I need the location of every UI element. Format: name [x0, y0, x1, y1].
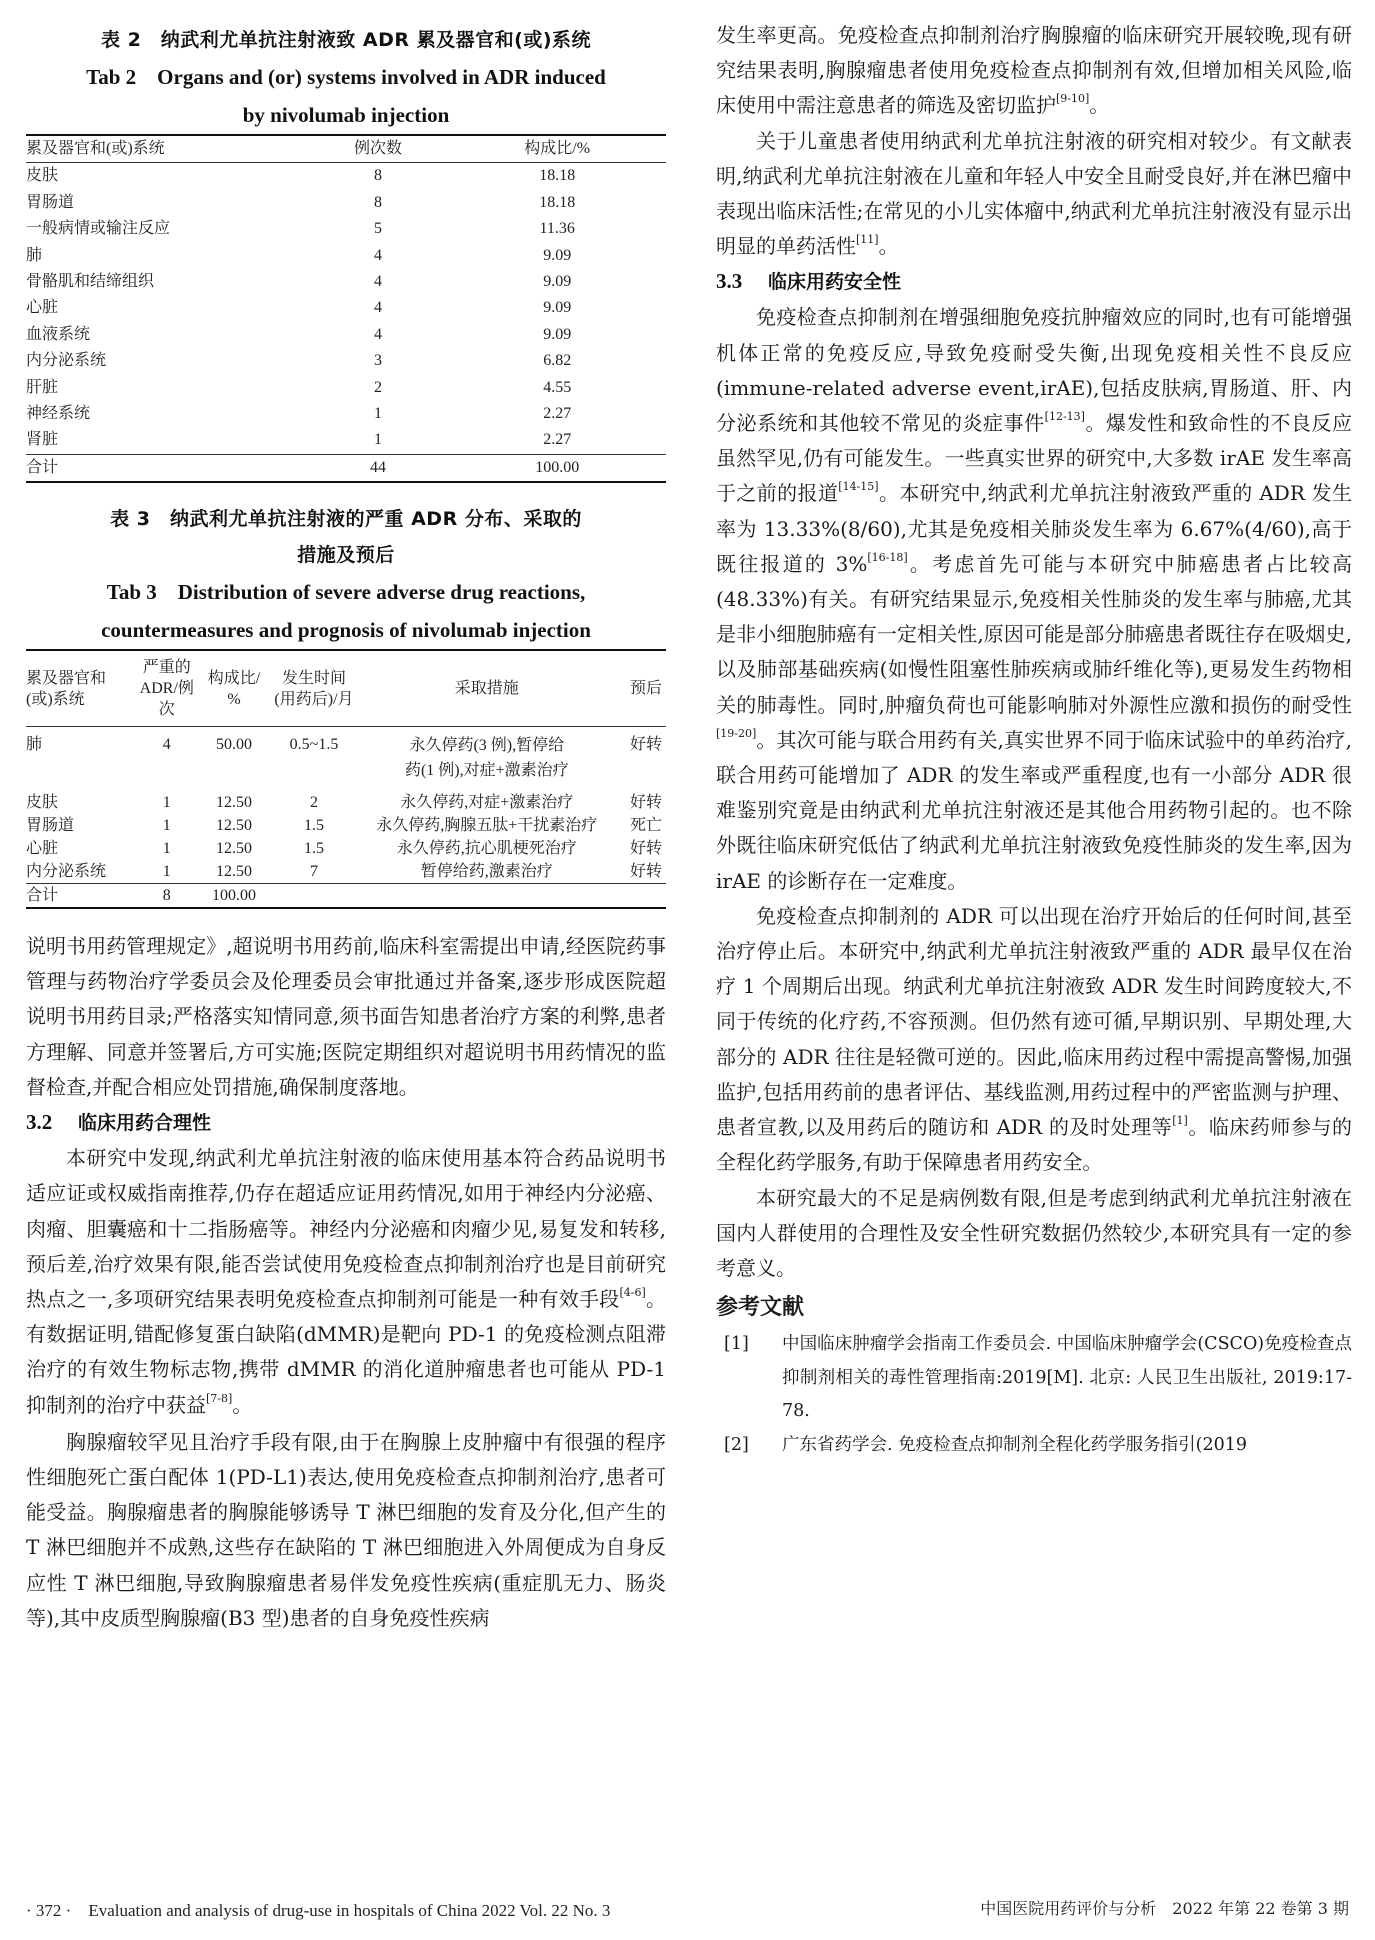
table3-cell-count: 1 [162, 863, 171, 881]
reference-number: [1] [724, 1334, 749, 1355]
table3-cell-outcome: 好转 [629, 794, 662, 812]
table3-row [26, 727, 666, 784]
table3-total-cell [615, 884, 666, 909]
table2-cell: 1 [373, 431, 382, 449]
table2-row [26, 163, 666, 190]
reference-item [716, 1429, 1352, 1463]
table2-cell: 3 [373, 352, 382, 370]
table2-cell: 9.09 [543, 246, 572, 264]
left-paragraph-1: 说明书用药管理规定》,超说明书用药前,临床科室需提出申请,经医院药事管理与药物治疗学委员会及伦理委员会审批通过并备案,逐步形成医院超说明书用药目录;严格落实知情同意,须书面告知患者治疗方案的利弊,患者方理解、同意并签署后,方可实施;医院定期组织对超说明书用药情况的监督检查,并配合相应处罚措施,确保制度落地。 [26, 934, 666, 1099]
footer-journal-cn: 中国医院用药评价与分析 2022 年第 22 卷第 3 期 [980, 1899, 1349, 1918]
table2-cell: 一般病情或输注反应 [26, 220, 171, 238]
table3-cell-outcome: 好转 [629, 736, 662, 754]
table3-row [26, 783, 666, 814]
table3-header-time: 发生时间 (用药后)/月 [274, 669, 354, 708]
table2-cell: 4 [373, 325, 382, 343]
table3-cell-time: 0.5~1.5 [289, 736, 339, 754]
table2-cell: 8 [373, 167, 382, 185]
table2-cell: 9.09 [543, 325, 572, 343]
reference-item [716, 1328, 1352, 1429]
table2-total-cell: 44 [369, 458, 386, 476]
table3-header-measure: 采取措施 [454, 680, 519, 698]
section-3-2-heading: 3.2 临床用药合理性 [26, 1110, 212, 1135]
table3-cell-outcome: 好转 [629, 840, 662, 858]
table3-cell-pct: 12.50 [215, 817, 252, 835]
table3-header-organ: 累及器官和 (或)系统 [26, 669, 107, 708]
table3-cell-measure: 永久停药(3 例),暂停给 药(1 例),对症+激素治疗 [404, 737, 569, 780]
table3-cell-outcome: 好转 [629, 863, 662, 881]
table2-row [26, 401, 666, 427]
footer-journal-en: · 372 · Evaluation and analysis of drug-use in hospitals of China 2022 Vol. 22 No. 3 [26, 1901, 611, 1920]
table2-header: 构成比/% [524, 140, 591, 157]
table3-cell-organ: 心脏 [26, 840, 59, 858]
table2-row [26, 243, 666, 269]
table3-cell-outcome: 死亡 [629, 817, 662, 835]
table3-cell-measure: 暂停给药,激素治疗 [420, 863, 553, 881]
table2-cell: 血液系统 [26, 325, 91, 343]
table2-row [26, 269, 666, 295]
citation[interactable]: [12-13] [1044, 410, 1085, 424]
table2-total-cell: 100.00 [535, 458, 580, 476]
table3-total-row [26, 884, 666, 909]
table2-cell: 肺 [26, 246, 43, 264]
table3 [26, 649, 666, 909]
table2-cell: 2.27 [543, 431, 572, 449]
table2-row [26, 427, 666, 454]
table2 [26, 134, 666, 483]
table2-row [26, 190, 666, 216]
page-footer [26, 1896, 1349, 1920]
table2-total-cell: 合计 [26, 458, 59, 476]
table2-row [26, 348, 666, 374]
table2-cell: 5 [373, 220, 382, 238]
table3-cell-count: 1 [162, 817, 171, 835]
section-3-3-heading: 3.3 临床用药安全性 [716, 269, 902, 294]
table2-cell: 神经系统 [26, 404, 91, 422]
citation[interactable]: [11] [856, 233, 879, 247]
table3-caption-cn-line1: 表 3 纳武利尤单抗注射液的严重 ADR 分布、采取的 [110, 508, 582, 531]
table2-cell: 8 [373, 193, 382, 211]
citation[interactable]: [16-18] [867, 550, 908, 564]
table3-cell-measure: 永久停药,抗心肌梗死治疗 [396, 840, 577, 858]
table3-cell-organ: 皮肤 [26, 794, 59, 812]
table3-cell-pct: 12.50 [215, 794, 252, 812]
table2-cell: 4 [373, 246, 382, 264]
table3-header-count: 严重的 ADR/例次 [139, 659, 194, 719]
table3-cell-time: 1.5 [303, 840, 324, 858]
reference-number: [2] [724, 1434, 749, 1455]
left-paragraph-2: 本研究中发现,纳武利尤单抗注射液的临床使用基本符合药品说明书适应证或权威指南推荐,仍存在超适应证用药情况,如用于神经内分泌癌、肉瘤、胆囊癌和十二指肠癌等。神经内分泌癌和肉瘤少见,易复发和转移,预后差,治疗效果有限,能否尝试使用免疫检查点抑制剂治疗也是目前研究热点之一,多项研究结果表明免疫检查点抑制剂可能是一种有效手段[4-6]。有数据证明,错配修复蛋白缺陷(dMMR)是靶向 PD-1 的免疫检测点阻滞治疗的有效生物标志物,携带 dMMR 的消化道肿瘤患者也可能从 PD-1 抑制剂的治疗中获益[7-8]。 [26, 1146, 667, 1417]
table3-cell-organ: 内分泌系统 [26, 863, 107, 881]
table2-row [26, 295, 666, 321]
table3-cell-measure: 永久停药,对症+激素治疗 [400, 794, 574, 812]
table3-cell-time: 1.5 [303, 817, 324, 835]
table3-header-row [26, 650, 666, 727]
right-paragraph-1: 发生率更高。免疫检查点抑制剂治疗胸腺瘤的临床研究开展较晚,现有研究结果表明,胸腺瘤患者使用免疫检查点抑制剂有效,但增加相关风险,临床使用中需注意患者的筛选及密切监护[9-10]。 [716, 23, 1352, 118]
table2-cell: 内分泌系统 [26, 352, 107, 370]
table2-row [26, 216, 666, 242]
table3-total-cell [269, 884, 359, 909]
table3-header-outcome: 预后 [629, 680, 662, 698]
left-column [26, 0, 666, 1636]
table2-cell: 皮肤 [26, 167, 59, 185]
reference-list [716, 1328, 1352, 1462]
table3-caption-en-line1: Tab 3 Distribution of severe adverse drug reactions, [106, 580, 586, 605]
table3-cell-time: 7 [309, 863, 318, 881]
table3-total-cell [359, 884, 615, 909]
table3-row [26, 814, 666, 837]
table2-header: 累及器官和(或)系统 [26, 140, 165, 157]
reference-text: 广东省药学会. 免疫检查点抑制剂全程化药学服务指引(2019 [782, 1434, 1247, 1455]
table2-cell: 4.55 [543, 378, 572, 396]
right-paragraph-4: 免疫检查点抑制剂的 ADR 可以出现在治疗开始后的任何时间,甚至治疗停止后。本研究中,纳武利尤单抗注射液致严重的 ADR 最早仅在治疗 1 个周期后出现。纳武利尤单抗注射液致 ADR 发生时间跨度较大,不同于传统的化疗药,不容预测。但仍然有迹可循,早期识别、早期处理,大部分的 ADR 往往是轻微可逆的。因此,临床用药过程中需提高警惕,加强监护,包括用药前的患者评估、基线监测,用药过程中的严密监测与护理、患者宣教,以及用药后的随访和 ADR 的及时处理等[1]。临床药师参与的全程化药学服务,有助于保障患者用药安全。 [716, 903, 1353, 1175]
table2-cell: 18.18 [539, 167, 576, 185]
citation[interactable]: [4-6] [619, 1285, 646, 1299]
table2-cell: 肾脏 [26, 431, 59, 449]
table3-cell-time: 2 [309, 794, 318, 812]
table2-cell: 胃肠道 [26, 193, 75, 211]
table3-cell-organ: 肺 [26, 736, 43, 754]
right-paragraph-3: 免疫检查点抑制剂在增强细胞免疫抗肿瘤效应的同时,也有可能增强机体正常的免疫反应,导致免疫耐受失衡,出现免疫相关性不良反应(immune-related adverse event,irAE),包括皮肤病,胃肠道、肝、内分泌系统和其他较不常见的炎症事件[12-13]。爆发性和致命性的不良反应虽然罕见,仍有可能发生。一些真实世界的研究中,大多数 irAE 发生率高于之前的报道[14-15]。本研究中,纳武利尤单抗注射液致严重的 ADR 发生率为 13.33%(8/60),尤其是免疫相关肺炎发生率为 6.67%(4/60),高于既往报道的 3%[16-18]。考虑首先可能与本研究中肺癌患者占比较高(48.33%)有关。有研究结果显示,免疫相关性肺炎的发生率与肺癌,尤其是非小细胞肺癌有一定相关性,原因可能是部分肺癌患者既往存在吸烟史,以及肺部基础疾病(如慢性阻塞性肺疾病或肺纤维化等),更易发生药物相关的肺毒性。同时,肿瘤负荷也可能影响肺对外源性应激和损伤的耐受性[19-20]。其次可能与联合用药有关,真实世界不同于临床试验中的单药治疗,联合用药可能增加了 ADR 的发生率或严重程度,也有一小部分 ADR 很难鉴别究竟是由纳武利尤单抗注射液还是其他合用药物引起的。也不除外既往临床研究低估了纳武利尤单抗注射液致免疫性肺炎的发生率,因为 irAE 的诊断存在一定难度。 [716, 305, 1353, 893]
table3-total-cell: 8 [162, 887, 171, 905]
table3-cell-pct: 12.50 [215, 863, 252, 881]
table3-total-cell: 100.00 [211, 887, 256, 905]
table3-cell-count: 1 [162, 840, 171, 858]
table3-cell-count: 4 [162, 736, 171, 754]
citation[interactable]: [7-8] [206, 1391, 233, 1405]
table3-caption-cn-line2: 措施及预后 [297, 544, 395, 567]
right-column [716, 0, 1352, 1462]
citation[interactable]: [1] [1172, 1114, 1188, 1128]
table2-caption-en-line1: Tab 2 Organs and (or) systems involved in ADR induced [86, 65, 606, 89]
table3-cell-pct: 12.50 [215, 840, 252, 858]
table2-cell: 1 [373, 404, 382, 422]
table2-cell: 2 [373, 378, 382, 396]
table2-cell: 肝脏 [26, 378, 59, 396]
table2-cell: 18.18 [539, 193, 576, 211]
table3-cell-organ: 胃肠道 [26, 817, 75, 835]
table3-row [26, 837, 666, 860]
table3-cell-measure: 永久停药,胸腺五肽+干扰素治疗 [376, 817, 598, 835]
table2-cell: 骨骼肌和结缔组织 [26, 272, 155, 290]
table2-cell: 4 [373, 299, 382, 317]
table2-cell: 心脏 [26, 299, 59, 317]
citation[interactable]: [9-10] [1056, 92, 1090, 106]
table2-caption-en-line2: by nivolumab injection [242, 103, 450, 127]
table2-cell: 9.09 [543, 299, 572, 317]
left-paragraph-3: 胸腺瘤较罕见且治疗手段有限,由于在胸腺上皮肿瘤中有很强的程序性细胞死亡蛋白配体 1(PD-L1)表达,使用免疫检查点抑制剂治疗,患者可能受益。胸腺瘤患者的胸腺能够诱导 T 淋巴细胞的发育及分化,但产生的 T 淋巴细胞并不成熟,这些存在缺陷的 T 淋巴细胞进入外周便成为自身反应性 T 淋巴细胞,导致胸腺瘤患者易伴发免疫性疾病(重症肌无力、肠炎等),其中皮质型胸腺瘤(B3 型)患者的自身免疫性疾病 [26, 1429, 666, 1630]
table3-caption-en-line2: countermeasures and prognosis of nivolumab injection [101, 618, 591, 643]
table3-cell-pct: 50.00 [215, 736, 252, 754]
table2-row [26, 322, 666, 348]
table2-cell: 9.09 [543, 272, 572, 290]
table3-header-pct: 构成比/ % [207, 669, 261, 708]
table2-cell: 6.82 [543, 352, 572, 370]
citation[interactable]: [14-15] [838, 480, 879, 494]
table3-total-cell: 合计 [26, 887, 59, 905]
reference-text: 中国临床肿瘤学会指南工作委员会. 中国临床肿瘤学会(CSCO)免疫检查点抑制剂相关的毒性管理指南:2019[M]. 北京: 人民卫生出版社, 2019:17-78. [782, 1334, 1352, 1422]
table2-header: 例次数 [353, 140, 402, 157]
table2-header-row [26, 135, 666, 163]
references-heading: 参考文献 [716, 1295, 805, 1321]
table2-caption-cn: 表 2 纳武利尤单抗注射液致 ADR 累及器官和(或)系统 [100, 29, 592, 51]
table2-row [26, 375, 666, 401]
table2-cell: 4 [373, 272, 382, 290]
table2-cell: 2.27 [543, 404, 572, 422]
table2-total-row [26, 454, 666, 482]
right-paragraph-2: 关于儿童患者使用纳武利尤单抗注射液的研究相对较少。有文献表明,纳武利尤单抗注射液在儿童和年轻人中安全且耐受良好,并在淋巴瘤中表现出临床活性;在常见的小儿实体瘤中,纳武利尤单抗注射液没有显示出明显的单药活性[11]。 [716, 128, 1352, 259]
table3-row [26, 860, 666, 884]
table3-cell-count: 1 [162, 794, 171, 812]
right-paragraph-5: 本研究最大的不足是病例数有限,但是考虑到纳武利尤单抗注射液在国内人群使用的合理性及安全性研究数据仍然较少,本研究具有一定的参考意义。 [716, 1185, 1352, 1280]
table2-cell: 11.36 [539, 220, 575, 238]
citation[interactable]: [19-20] [716, 726, 757, 740]
